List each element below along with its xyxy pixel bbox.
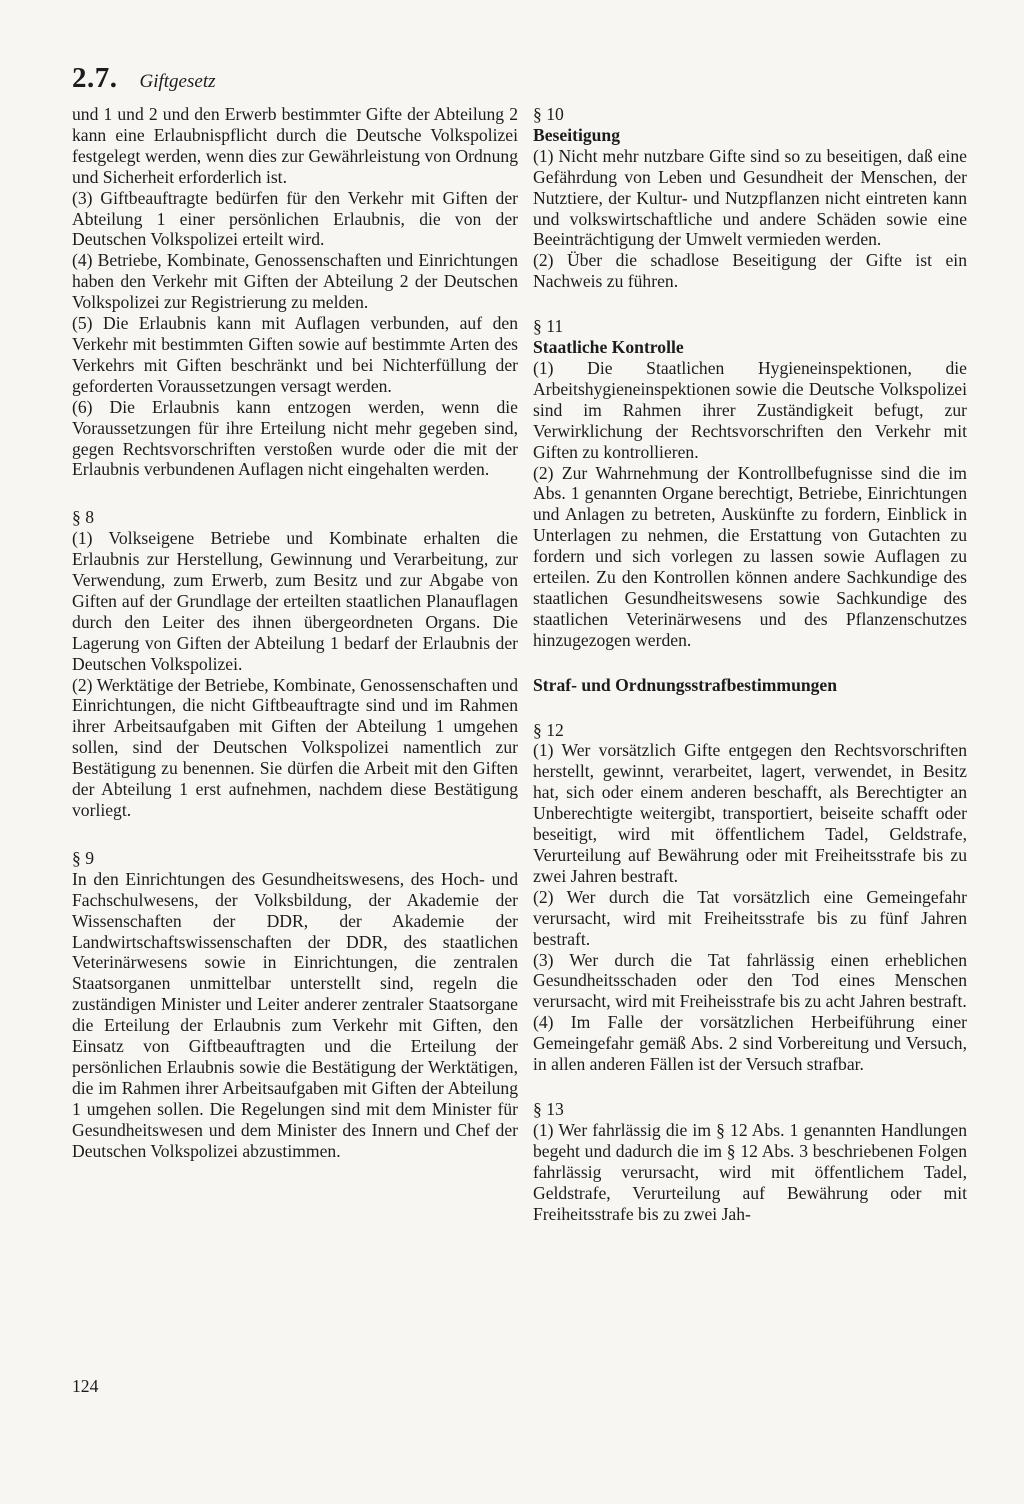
paragraph-11-1: (1) Die Staatlichen Hygieneinspektionen, die Arbeitshygieneinspektionen sowie die Deutsche Volkspolizei sind im Rahmen ihrer Zuständigkeit befugt, zur Verwirklichung der Rechtsvorschriften den Verkehr mit Giften zu kontrollieren. [533, 357, 967, 462]
section-10-title: Beseitigung [533, 124, 620, 145]
spacer [533, 292, 967, 316]
paragraph-7-5: (5) Die Erlaubnis kann mit Auflagen verbunden, auf den Verkehr mit bestimmten Giften sowie auf bestimmte Arten des Verkehrs mit Giften beschränkt und bei Nichterfüllung der geforderten Voraussetzungen versagt werden. [72, 313, 518, 396]
paragraph-7-3: (3) Giftbeauftragte bedürfen für den Verkehr mit Giften der Abteilung 1 einer persönlichen Erlaubnis, die von der Deutschen Volkspolizei erteilt wird. [72, 187, 518, 250]
paragraph-7-6: (6) Die Erlaubnis kann entzogen werden, wenn die Voraussetzungen für ihre Erteilung nicht mehr gegeben sind, gegen Rechtsvorschriften verstoßen wurde oder die mit der Erlaubnis verbundenen Auflagen nicht eingehalten werden. [72, 396, 518, 480]
spacer [533, 696, 967, 720]
paragraph-13-1: (1) Wer fahrlässig die im § 12 Abs. 1 genannten Handlungen begeht und dadurch die im § 12 Abs. 3 beschriebenen Folgen fahrlässig verursacht, wird mit öffentlichem Tadel, Geldstrafe, Verurteilung auf Bewährung oder mit Freiheitsstrafe bis zu zwei Jah- [533, 1119, 967, 1224]
paragraph-continuation: und 1 und 2 und den Erwerb bestimmter Gifte der Abteilung 2 kann eine Erlaubnispflicht durch die Deutsche Volkspolizei festgelegt werden, wenn dies zur Gewährleistung von Ordnung und Sicherheit erforderlich ist. [72, 104, 518, 187]
paragraph-12-4: (4) Im Falle der vorsätzlichen Herbeiführung einer Gemeingefahr gemäß Abs. 2 sind Vorbereitung und Versuch, in allen anderen Fällen ist der Versuch strafbar. [533, 1012, 967, 1075]
paragraph-8-2: (2) Werktätige der Betriebe, Kombinate, Genossenschaften und Einrichtungen, die nicht Giftbeauftragte sind und im Rahmen ihrer Arbeitsaufgaben mit Giften der Abteilung 1 umgehen sollen, sind der Deutschen Volkspolizei namentlich zur Bestätigung zu benennen. Sie dürfen die Arbeit mit den Giften der Abteilung 1 erst aufnehmen, nachdem diese Bestätigung vorliegt. [72, 674, 518, 820]
section-9-heading: § 9 [72, 847, 94, 868]
paragraph-12-1: (1) Wer vorsätzlich Gifte entgegen den Rechtsvorschriften herstellt, gewinnt, verarbeitet, lagert, verwendet, in Besitz hat, sich oder einem anderen beschafft, als Berechtigter an Unberechtigte weitergibt, transportiert, beiseite schafft oder beseitigt, wird mit öffentlichem Tadel, Geldstrafe, Verurteilung auf Bewährung oder mit Freiheitsstrafe bis zu zwei Jahren bestraft. [533, 740, 967, 886]
paragraph-12-3: (3) Wer durch die Tat fahrlässig einen erheblichen Gesundheitsschaden oder den Tod eines Menschen verursacht, wird mit Freiheisstrafe bis zu acht Jahren bestraft. [533, 949, 967, 1012]
section-title-penalties: Straf- und Ordnungsstrafbestimmungen [533, 674, 838, 695]
section-10-heading: § 10 [533, 104, 564, 124]
section-13-heading: § 13 [533, 1098, 564, 1119]
spacer [533, 1075, 967, 1099]
chapter-number: 2.7. [72, 62, 118, 94]
page-header [72, 62, 216, 95]
chapter-title: Giftgesetz [139, 71, 216, 92]
left-column [72, 104, 518, 1162]
paragraph-9: In den Einrichtungen des Gesundheitswesens, des Hoch- und Fachschulwesens, der Volksbildung, der Akademie der Wissenschaften der DDR, der Akademie der Landwirtschaftswissenschaften der DDR, des staatlichen Veterinärwesens sowie in Einrichtungen, die zentralen Staatsorganen unmittelbar unterstellt sind, regeln die zuständigen Minister und Leiter anderer zentraler Staatsorgane die Erteilung der Erlaubnis zum Verkehr mit Giften, den Einsatz von Giftbeauftragten und die Erteilung der persönlichen Erlaubnis sowie die Bestätigung der Werktätigen, die im Rahmen ihrer Arbeitsaufgaben mit Giften der Abteilung 1 umgehen sollen. Die Regelungen sind mit dem Minister für Gesundheitswesen und dem Minister des Innern und Chef der Deutschen Volkspolizei abzustimmen. [72, 868, 518, 1161]
paragraph-7-4: (4) Betriebe, Kombinate, Genossenschaften und Einrichtungen haben den Verkehr mit Giften der Abteilung 2 der Deutschen Volkspolizei zur Registrierung zu melden. [72, 250, 518, 313]
section-12-heading: § 12 [533, 719, 564, 740]
section-11-title: Staatliche Kontrolle [533, 337, 684, 358]
spacer [72, 480, 518, 507]
paragraph-10-1: (1) Nicht mehr nutzbare Gifte sind so zu beseitigen, daß eine Gefährdung von Leben und Gesundheit der Menschen, der Nutztiere, der Kultur- und Nutzpflanzen nicht eintreten kann und volkswirtschaftliche und andere Schäden sowie eine Beeinträchtigung der Umwelt vermieden werden. [533, 145, 967, 250]
page-number: 124 [72, 1376, 99, 1396]
paragraph-12-2: (2) Wer durch die Tat vorsätzlich eine Gemeingefahr verursacht, wird mit Freiheitsstrafe bis zu fünf Jahren bestraft. [533, 886, 967, 949]
section-8-heading: § 8 [72, 507, 94, 528]
spacer [72, 821, 518, 848]
paragraph-11-2: (2) Zur Wahrnehmung der Kontrollbefugnisse sind die im Abs. 1 genannten Organe berechtigt, Betriebe, Einrichtungen und Anlagen zu betreten, Auskünfte zu fordern, Einblick in Unterlagen zu nehmen, die Erstattung von Gutachten zu fordern und sich vorlegen zu lassen sowie Auflagen zu erteilen. Zu den Kontrollen können andere Sachkundige des staatlichen Gesundheitswesens sowie Sachkundige des staatlichen Veterinärwesens und des Pflanzenschutzes hinzugezogen werden. [533, 462, 967, 650]
section-11-heading: § 11 [533, 316, 564, 337]
paragraph-8-1: (1) Volkseigene Betriebe und Kombinate erhalten die Erlaubnis zur Herstellung, Gewinnung und Verarbeitung, zur Verwendung, zum Erwerb, zum Besitz und zur Abgabe von Giften auf der Grundlage der erteilten staatlichen Planauflagen durch den Leiter des ihnen übergeordneten Organs. Die Lagerung von Giften der Abteilung 1 bedarf der Erlaubnis der Deutschen Volkspolizei. [72, 528, 518, 674]
spacer [533, 651, 967, 675]
paragraph-10-2: (2) Über die schadlose Beseitigung der Gifte ist ein Nachweis zu führen. [533, 250, 967, 292]
right-column [533, 104, 967, 1224]
